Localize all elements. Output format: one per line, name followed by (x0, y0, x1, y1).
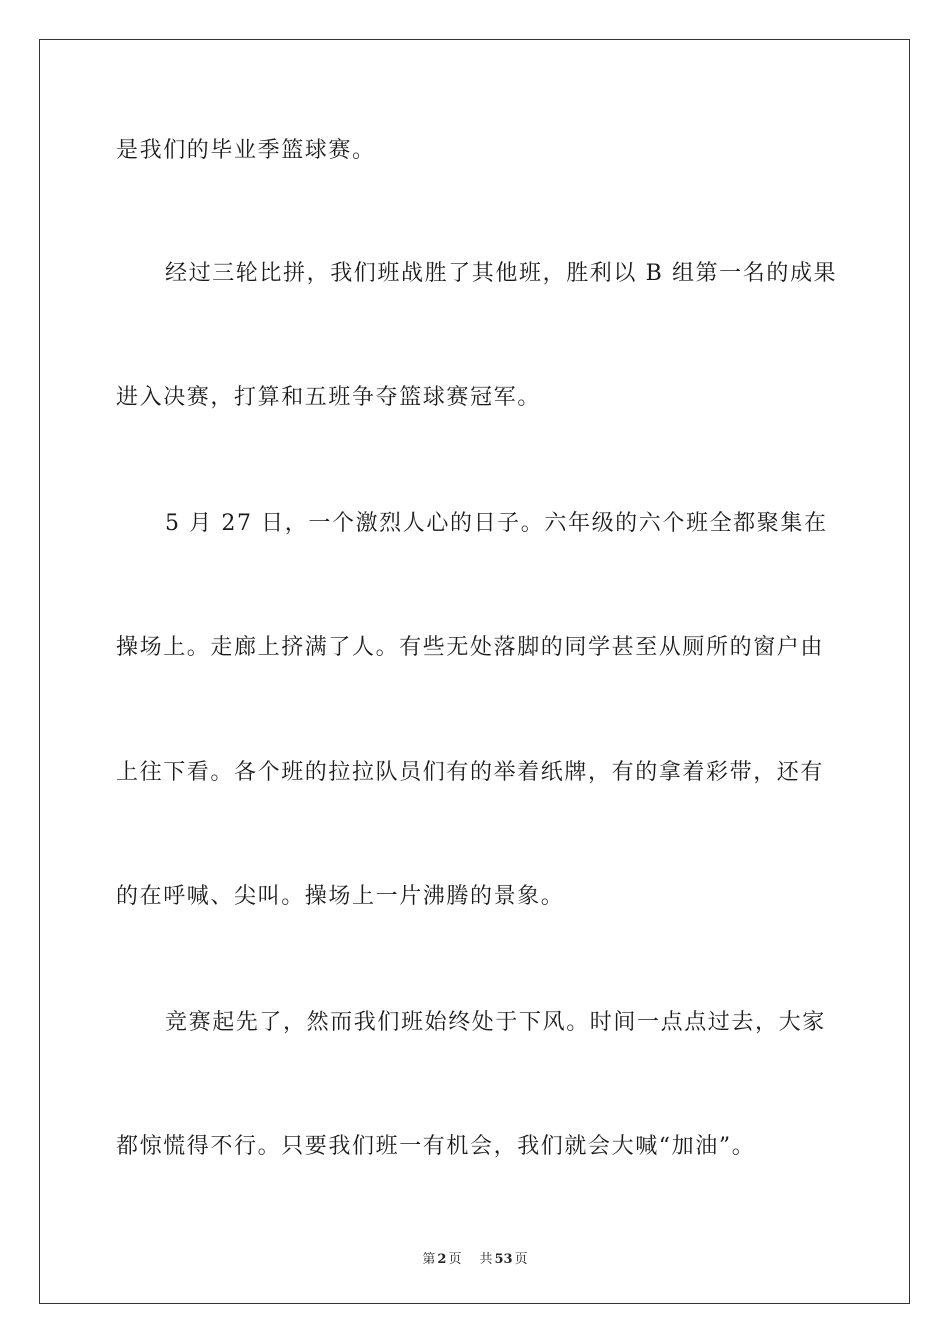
text-line-6: 上往下看。各个班的拉拉队员们有的举着纸牌，有的拿着彩带，还有 (116, 760, 825, 785)
text-line-5: 操场上。走廊上挤满了人。有些无处落脚的同学甚至从厕所的窗户由 (116, 635, 825, 660)
page-prefix: 第 (422, 1252, 436, 1267)
page-footer (0, 1248, 950, 1267)
text-line-7: 的在呼喊、尖叫。操场上一片沸腾的景象。 (116, 884, 565, 909)
total-pages: 53 (494, 1252, 513, 1267)
page-suffix: 页 (448, 1252, 462, 1267)
page-number: 2 (437, 1252, 447, 1267)
paragraph-start-line-8: 竞赛起先了，然而我们班始终处于下风。时间一点点过去，大家 (165, 1010, 826, 1035)
text-line-3: 进入决赛，打算和五班争夺篮球赛冠军。 (116, 385, 541, 410)
total-prefix: 共 (479, 1252, 493, 1267)
page-border (39, 39, 910, 1304)
total-suffix: 页 (514, 1252, 528, 1267)
paragraph-start-line-4: 5 月 27 日，一个激烈人心的日子。六年级的六个班全都聚集在 (165, 511, 828, 536)
text-line-1: 是我们的毕业季篮球赛。 (116, 138, 376, 163)
paragraph-start-line-2: 经过三轮比拼，我们班战胜了其他班，胜利以 B 组第一名的成果 (165, 261, 838, 286)
text-line-9: 都惊慌得不行。只要我们班一有机会，我们就会大喊“加油”。 (116, 1134, 756, 1159)
